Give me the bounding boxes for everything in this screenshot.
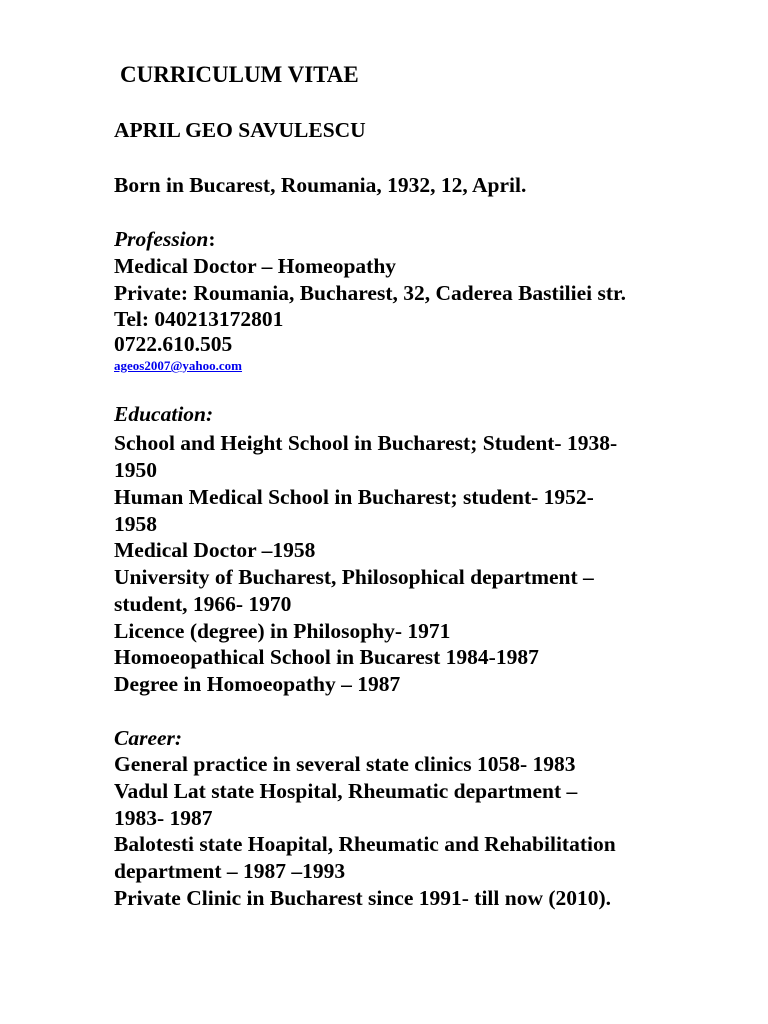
education-line: student, 1966- 1970 — [114, 592, 292, 616]
education-line: 1950 — [114, 458, 157, 482]
mobile-phone: 0722.610.505 — [114, 332, 233, 356]
telephone: Tel: 040213172801 — [114, 307, 284, 331]
education-line: Medical Doctor –1958 — [114, 538, 316, 562]
education-line: Licence (degree) in Philosophy- 1971 — [114, 619, 451, 643]
profession-heading-label: Profession — [114, 227, 209, 251]
education-line: Homoeopathical School in Bucarest 1984-1987 — [114, 645, 539, 669]
career-line: Vadul Lat state Hospital, Rheumatic department – — [114, 779, 578, 803]
email-link[interactable]: ageos2007@yahoo.com — [114, 358, 243, 373]
career-line: Balotesti state Hoapital, Rheumatic and Rehabilitation — [114, 832, 616, 856]
person-name: APRIL GEO SAVULESCU — [114, 118, 366, 142]
profession-heading — [114, 229, 216, 251]
career-line: 1983- 1987 — [114, 806, 213, 830]
education-line: Degree in Homoeopathy – 1987 — [114, 672, 401, 696]
career-heading: Career: — [114, 726, 183, 750]
career-line: Private Clinic in Bucharest since 1991- till now (2010). — [114, 886, 612, 910]
education-heading: Education: — [114, 402, 214, 426]
education-line: 1958 — [114, 512, 157, 536]
education-line: Human Medical School in Bucharest; student- 1952- — [114, 485, 594, 509]
career-line: General practice in several state clinics 1058- 1983 — [114, 752, 576, 776]
profession-title: Medical Doctor – Homeopathy — [114, 254, 397, 278]
education-line: University of Bucharest, Philosophical department – — [114, 565, 594, 589]
birth-info: Born in Bucarest, Roumania, 1932, 12, April. — [114, 173, 527, 197]
document-title: CURRICULUM VITAE — [120, 62, 359, 87]
private-address: Private: Roumania, Bucharest, 32, Caderea Bastiliei str. — [114, 281, 626, 305]
profession-heading-colon: : — [208, 227, 216, 251]
career-line: department – 1987 –1993 — [114, 859, 346, 883]
education-line: School and Height School in Bucharest; Student- 1938- — [114, 431, 618, 455]
